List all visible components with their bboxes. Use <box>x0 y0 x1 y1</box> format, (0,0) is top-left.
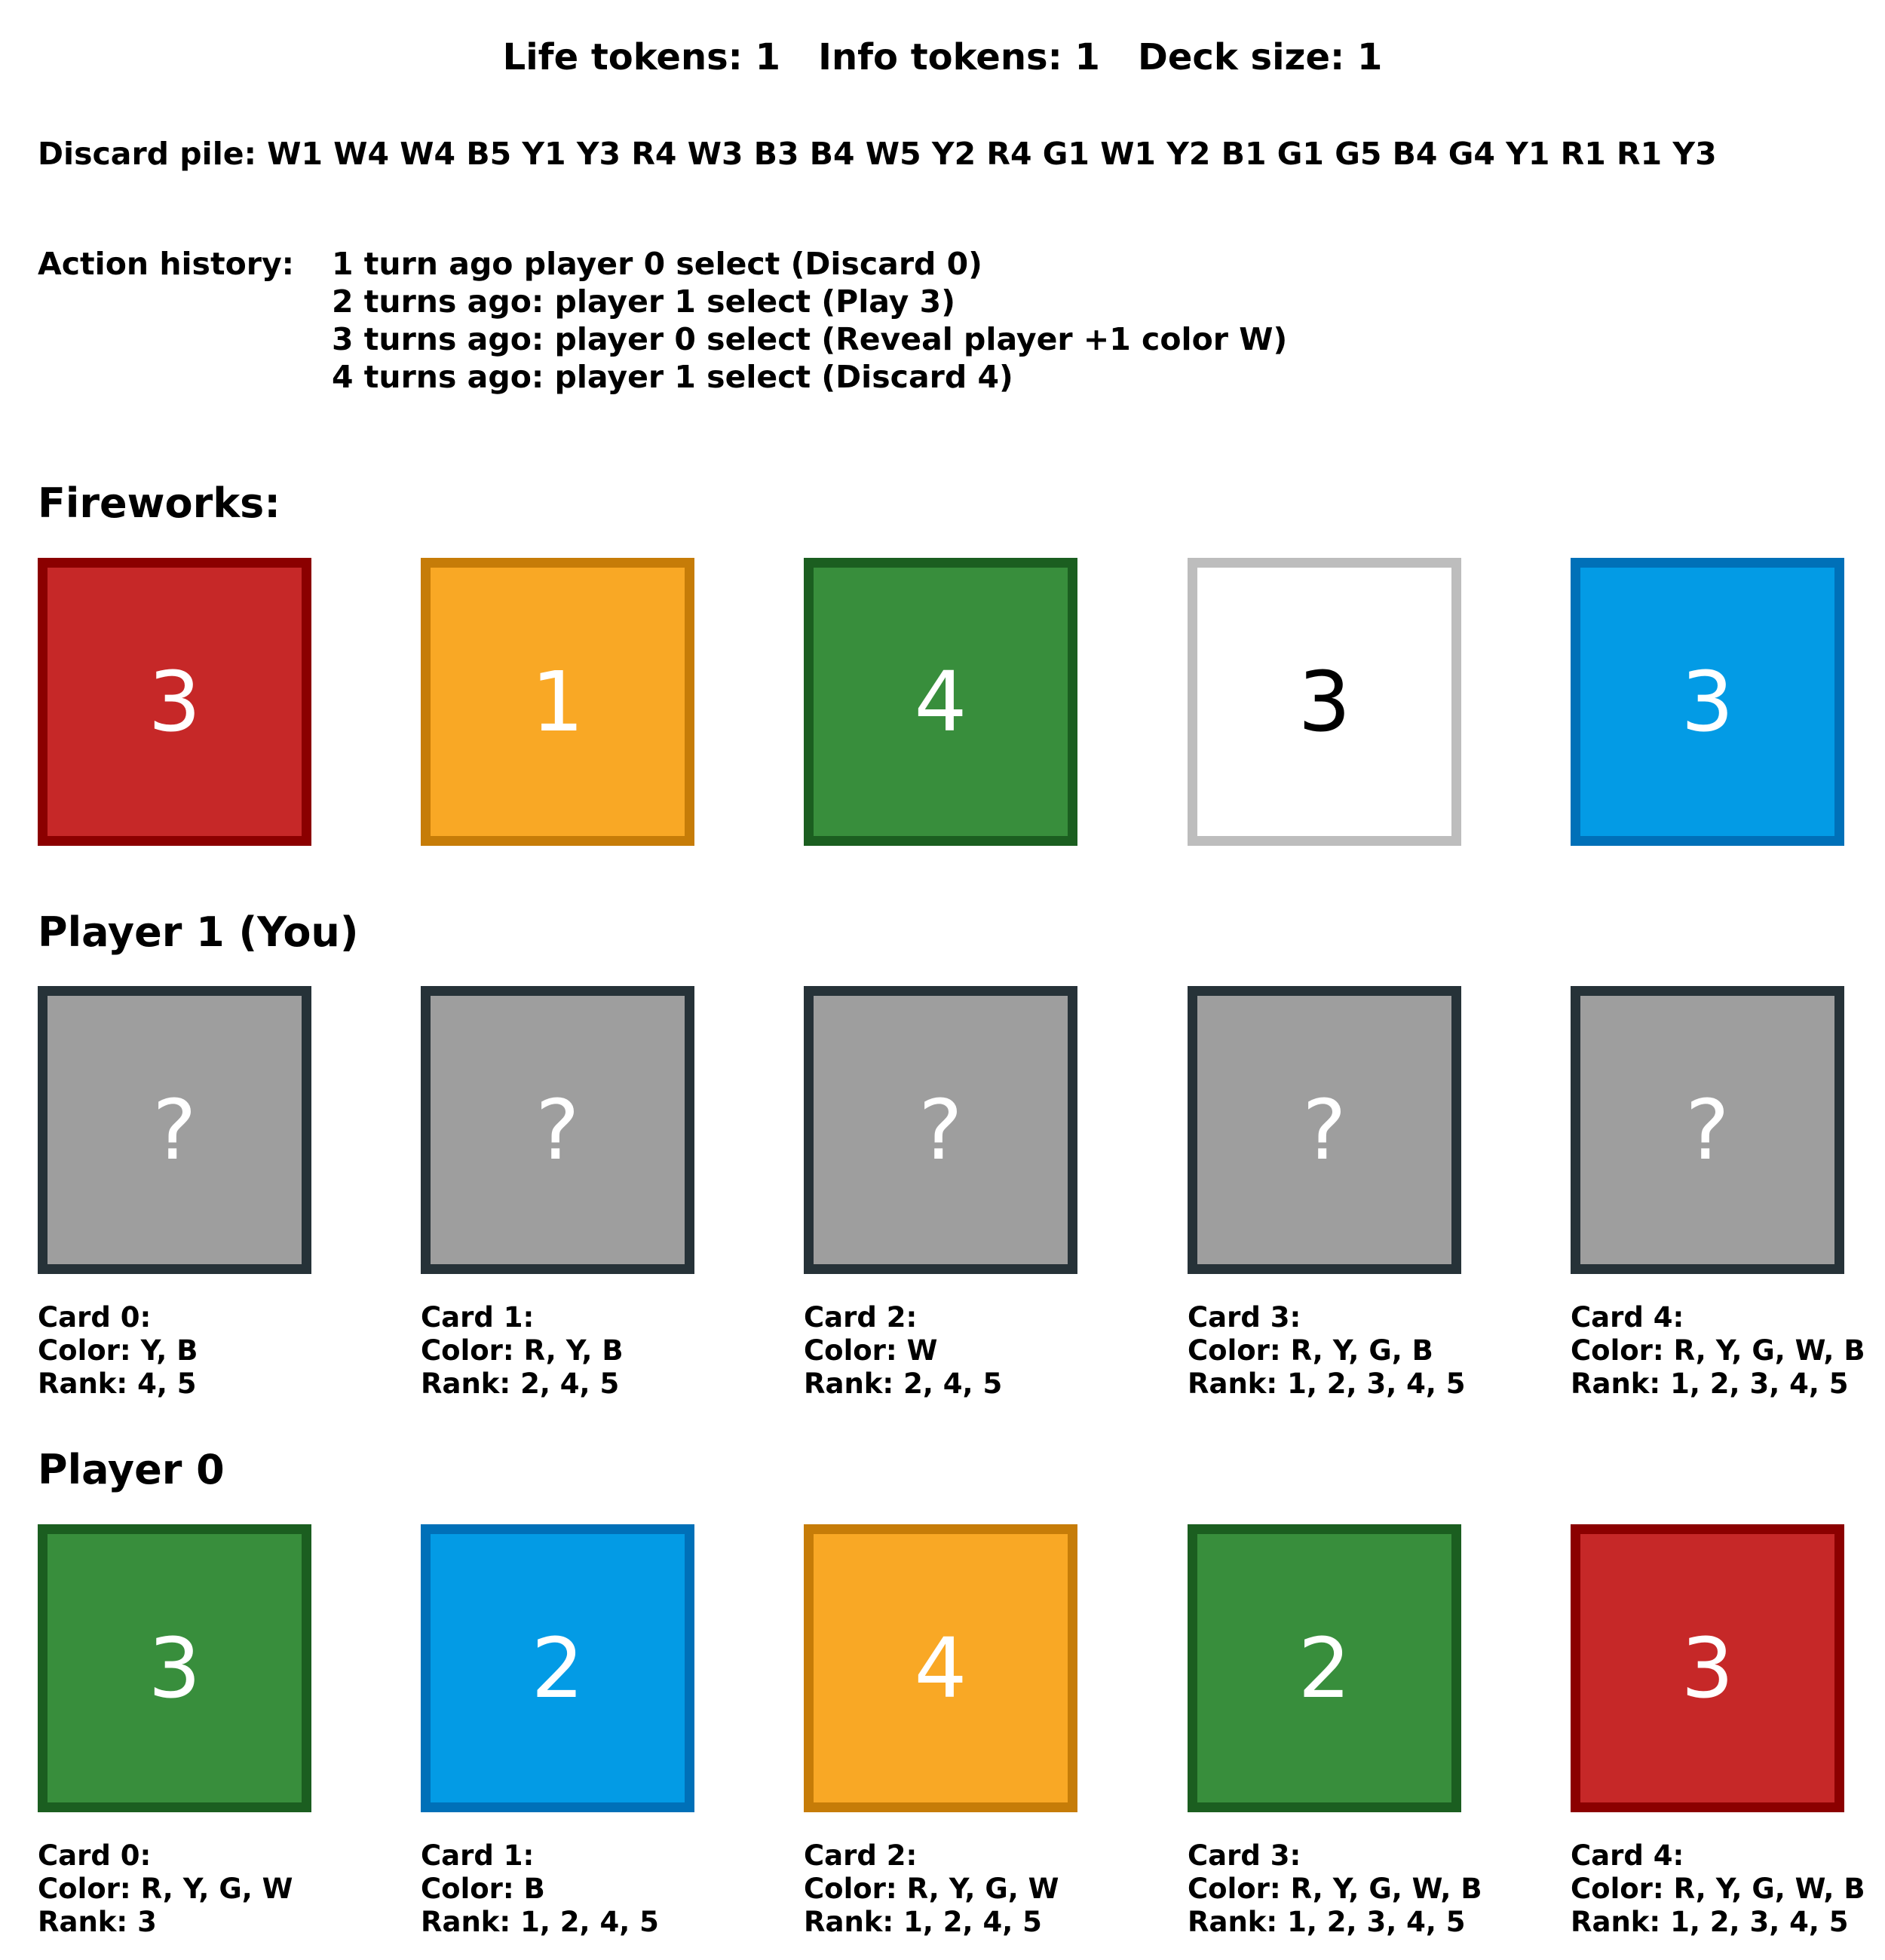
player1-card-4-hint <box>1571 1301 1865 1401</box>
player1-card-2-hint <box>804 1301 1002 1401</box>
card-label: Card 1: <box>421 1839 535 1872</box>
action-history-entry: 4 turns ago: player 1 select (Discard 4) <box>332 359 1013 395</box>
player1-card-1[interactable] <box>421 986 694 1274</box>
card-label: Card 1: <box>421 1301 535 1334</box>
card-label: Card 0: <box>38 1301 152 1334</box>
firework-card-white <box>1188 558 1461 846</box>
player0-card-4[interactable] <box>1571 1524 1844 1812</box>
info-tokens: Info tokens: 1 <box>818 36 1100 78</box>
fireworks-title: Fireworks: <box>38 479 280 527</box>
rank-hint: Rank: 1, 2, 3, 4, 5 <box>1571 1906 1849 1938</box>
player1-card-1-hint <box>421 1301 624 1401</box>
card-value: 3 <box>148 1620 201 1717</box>
firework-card-red <box>38 558 311 846</box>
player1-card-3[interactable] <box>1188 986 1461 1274</box>
rank-hint: Rank: 1, 2, 3, 4, 5 <box>1188 1367 1466 1400</box>
color-hint: Color: R, Y, G, B <box>1188 1334 1433 1367</box>
card-value: ? <box>535 1082 580 1178</box>
card-label: Card 4: <box>1571 1839 1684 1872</box>
card-value: 3 <box>148 654 201 750</box>
card-value: ? <box>1685 1082 1730 1178</box>
card-label: Card 4: <box>1571 1301 1684 1334</box>
player0-card-2-hint <box>804 1839 1059 1939</box>
player1-card-3-hint <box>1188 1301 1466 1401</box>
rank-hint: Rank: 3 <box>38 1906 157 1938</box>
card-value: 3 <box>1298 654 1351 750</box>
player0-card-0[interactable] <box>38 1524 311 1812</box>
card-value: 3 <box>1681 654 1734 750</box>
rank-hint: Rank: 1, 2, 4, 5 <box>804 1906 1042 1938</box>
color-hint: Color: R, Y, B <box>421 1334 624 1367</box>
color-hint: Color: R, Y, G, W <box>804 1873 1059 1905</box>
card-value: 2 <box>531 1620 584 1717</box>
player0-card-1[interactable] <box>421 1524 694 1812</box>
player1-card-0[interactable] <box>38 986 311 1274</box>
firework-card-yellow <box>421 558 694 846</box>
card-value: 3 <box>1681 1620 1734 1717</box>
rank-hint: Rank: 1, 2, 3, 4, 5 <box>1188 1906 1466 1938</box>
color-hint: Color: W <box>804 1334 938 1367</box>
player0-card-0-hint <box>38 1839 293 1939</box>
card-value: 4 <box>914 654 967 750</box>
player1-card-2[interactable] <box>804 986 1077 1274</box>
card-label: Card 2: <box>804 1301 918 1334</box>
card-label: Card 2: <box>804 1839 918 1872</box>
player1-card-4[interactable] <box>1571 986 1844 1274</box>
player1-card-0-hint <box>38 1301 198 1401</box>
rank-hint: Rank: 4, 5 <box>38 1367 197 1400</box>
card-label: Card 3: <box>1188 1839 1301 1872</box>
action-history-entry: 3 turns ago: player 0 select (Reveal player +1 color W) <box>332 321 1288 357</box>
color-hint: Color: Y, B <box>38 1334 198 1367</box>
color-hint: Color: R, Y, G, W, B <box>1571 1873 1865 1905</box>
card-value: ? <box>1302 1082 1347 1178</box>
status-bar <box>0 36 1885 78</box>
life-tokens: Life tokens: 1 <box>502 36 780 78</box>
card-value: ? <box>152 1082 197 1178</box>
color-hint: Color: R, Y, G, W, B <box>1188 1873 1482 1905</box>
card-value: 2 <box>1298 1620 1351 1717</box>
card-value: 1 <box>531 654 584 750</box>
color-hint: Color: B <box>421 1873 545 1905</box>
player0-card-3-hint <box>1188 1839 1482 1939</box>
action-history-entry: 1 turn ago player 0 select (Discard 0) <box>332 246 982 282</box>
action-history-list <box>332 245 1287 396</box>
player0-card-4-hint <box>1571 1839 1865 1939</box>
rank-hint: Rank: 1, 2, 3, 4, 5 <box>1571 1367 1849 1400</box>
color-hint: Color: R, Y, G, W <box>38 1873 293 1905</box>
action-history-label: Action history: <box>38 246 295 282</box>
player0-title: Player 0 <box>38 1446 225 1493</box>
firework-card-blue <box>1571 558 1844 846</box>
card-label: Card 0: <box>38 1839 152 1872</box>
player1-title: Player 1 (You) <box>38 908 359 956</box>
firework-card-green <box>804 558 1077 846</box>
card-value: 4 <box>914 1620 967 1717</box>
rank-hint: Rank: 2, 4, 5 <box>421 1367 620 1400</box>
player0-card-1-hint <box>421 1839 659 1939</box>
card-label: Card 3: <box>1188 1301 1301 1334</box>
deck-size: Deck size: 1 <box>1138 36 1383 78</box>
discard-pile: Discard pile: W1 W4 W4 B5 Y1 Y3 R4 W3 B3 B4 W5 Y2 R4 G1 W1 Y2 B1 G1 G5 B4 G4 Y1 R1 R1 Y3 <box>38 136 1717 172</box>
rank-hint: Rank: 2, 4, 5 <box>804 1367 1003 1400</box>
card-value: ? <box>918 1082 963 1178</box>
player0-card-2[interactable] <box>804 1524 1077 1812</box>
player0-card-3[interactable] <box>1188 1524 1461 1812</box>
color-hint: Color: R, Y, G, W, B <box>1571 1334 1865 1367</box>
action-history-entry: 2 turns ago: player 1 select (Play 3) <box>332 283 955 320</box>
rank-hint: Rank: 1, 2, 4, 5 <box>421 1906 659 1938</box>
